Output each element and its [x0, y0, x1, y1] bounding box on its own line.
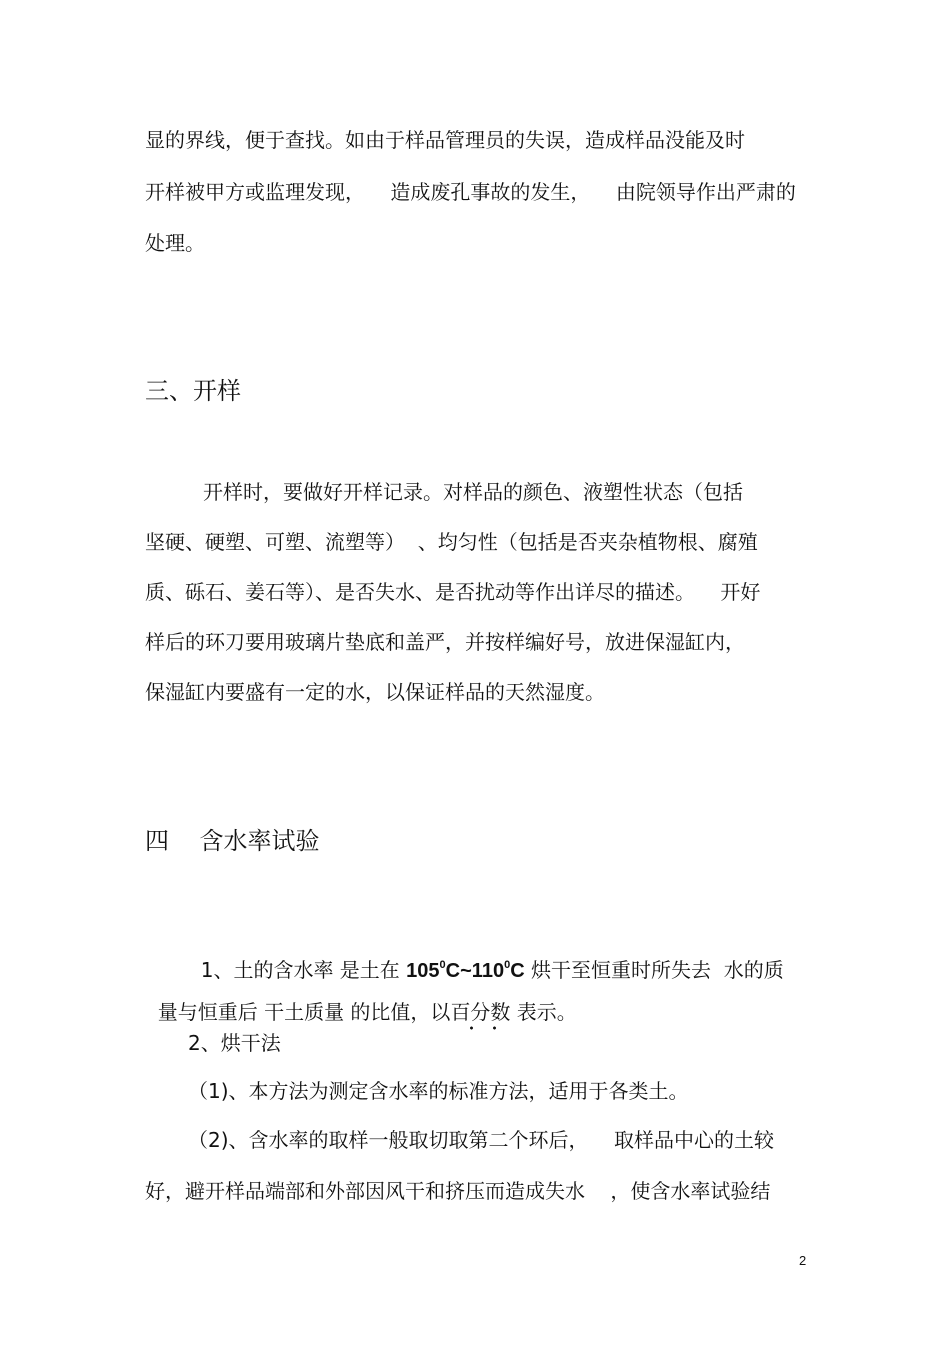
section-3-line-5: 保湿缸内要盛有一定的水，以保证样品的天然湿度。	[145, 680, 605, 704]
definition-prefix: 1、土的含水率 是土在	[200, 958, 407, 982]
definition-line-2-suffix: 表示。	[510, 1000, 577, 1024]
temperature-range-mid: C~110	[445, 960, 505, 982]
definition-suffix: 烘干至恒重时所失去 水的质	[524, 958, 784, 982]
section-4-heading: 四 含水率试验	[145, 827, 320, 855]
temperature-low: 105	[406, 960, 440, 982]
temperature-low-superscript: 0	[439, 959, 446, 971]
method-item-2-line-1: （2)、含水率的取样一般取切取第二个环后， 取样品中心的土较	[188, 1128, 774, 1152]
method-item-1: （1)、本方法为测定含水率的标准方法，适用于各类土。	[188, 1079, 689, 1103]
method-item-2-line-2: 好，避开样品端部和外部因风干和挤压而造成失水 ，使含水率试验结	[145, 1179, 771, 1203]
drying-method-title: 2、烘干法	[188, 1031, 281, 1055]
section-3-line-1: 开样时，要做好开样记录。对样品的颜色、液塑性状态（包括	[203, 480, 743, 504]
definition-line-2-prefix: 量与恒重后 干土质量 的比值，以	[157, 1000, 451, 1024]
intro-line-2: 开样被甲方或监理发现， 造成废孔事故的发生， 由院领导作出严肃的	[145, 180, 796, 204]
temperature-high-superscript: 0	[504, 959, 511, 971]
section-3-line-4: 样后的环刀要用玻璃片垫底和盖严，并按样编好号，放进保湿缸内，	[145, 630, 745, 654]
emphasized-term	[450, 998, 510, 1026]
intro-line-3: 处理。	[145, 231, 205, 255]
section-3-line-2: 坚硬、硬塑、可塑、流塑等） 、均匀性（包括是否夹杂植物根、腐殖	[145, 530, 758, 554]
section-3-line-3: 质、砾石、姜石等）、是否失水、是否扰动等作出详尽的描述。 开好	[145, 580, 761, 604]
moisture-definition-line-2	[145, 970, 577, 1026]
emphasized-term-text: 百分数	[450, 1000, 511, 1024]
page-number: 2	[799, 1253, 807, 1268]
emphasis-dots	[460, 1026, 500, 1030]
temperature-unit: C	[510, 960, 525, 982]
section-3-heading: 三、开样	[145, 377, 241, 405]
intro-line-1: 显的界线，便于查找。如由于样品管理员的失误，造成样品没能及时	[145, 128, 745, 152]
